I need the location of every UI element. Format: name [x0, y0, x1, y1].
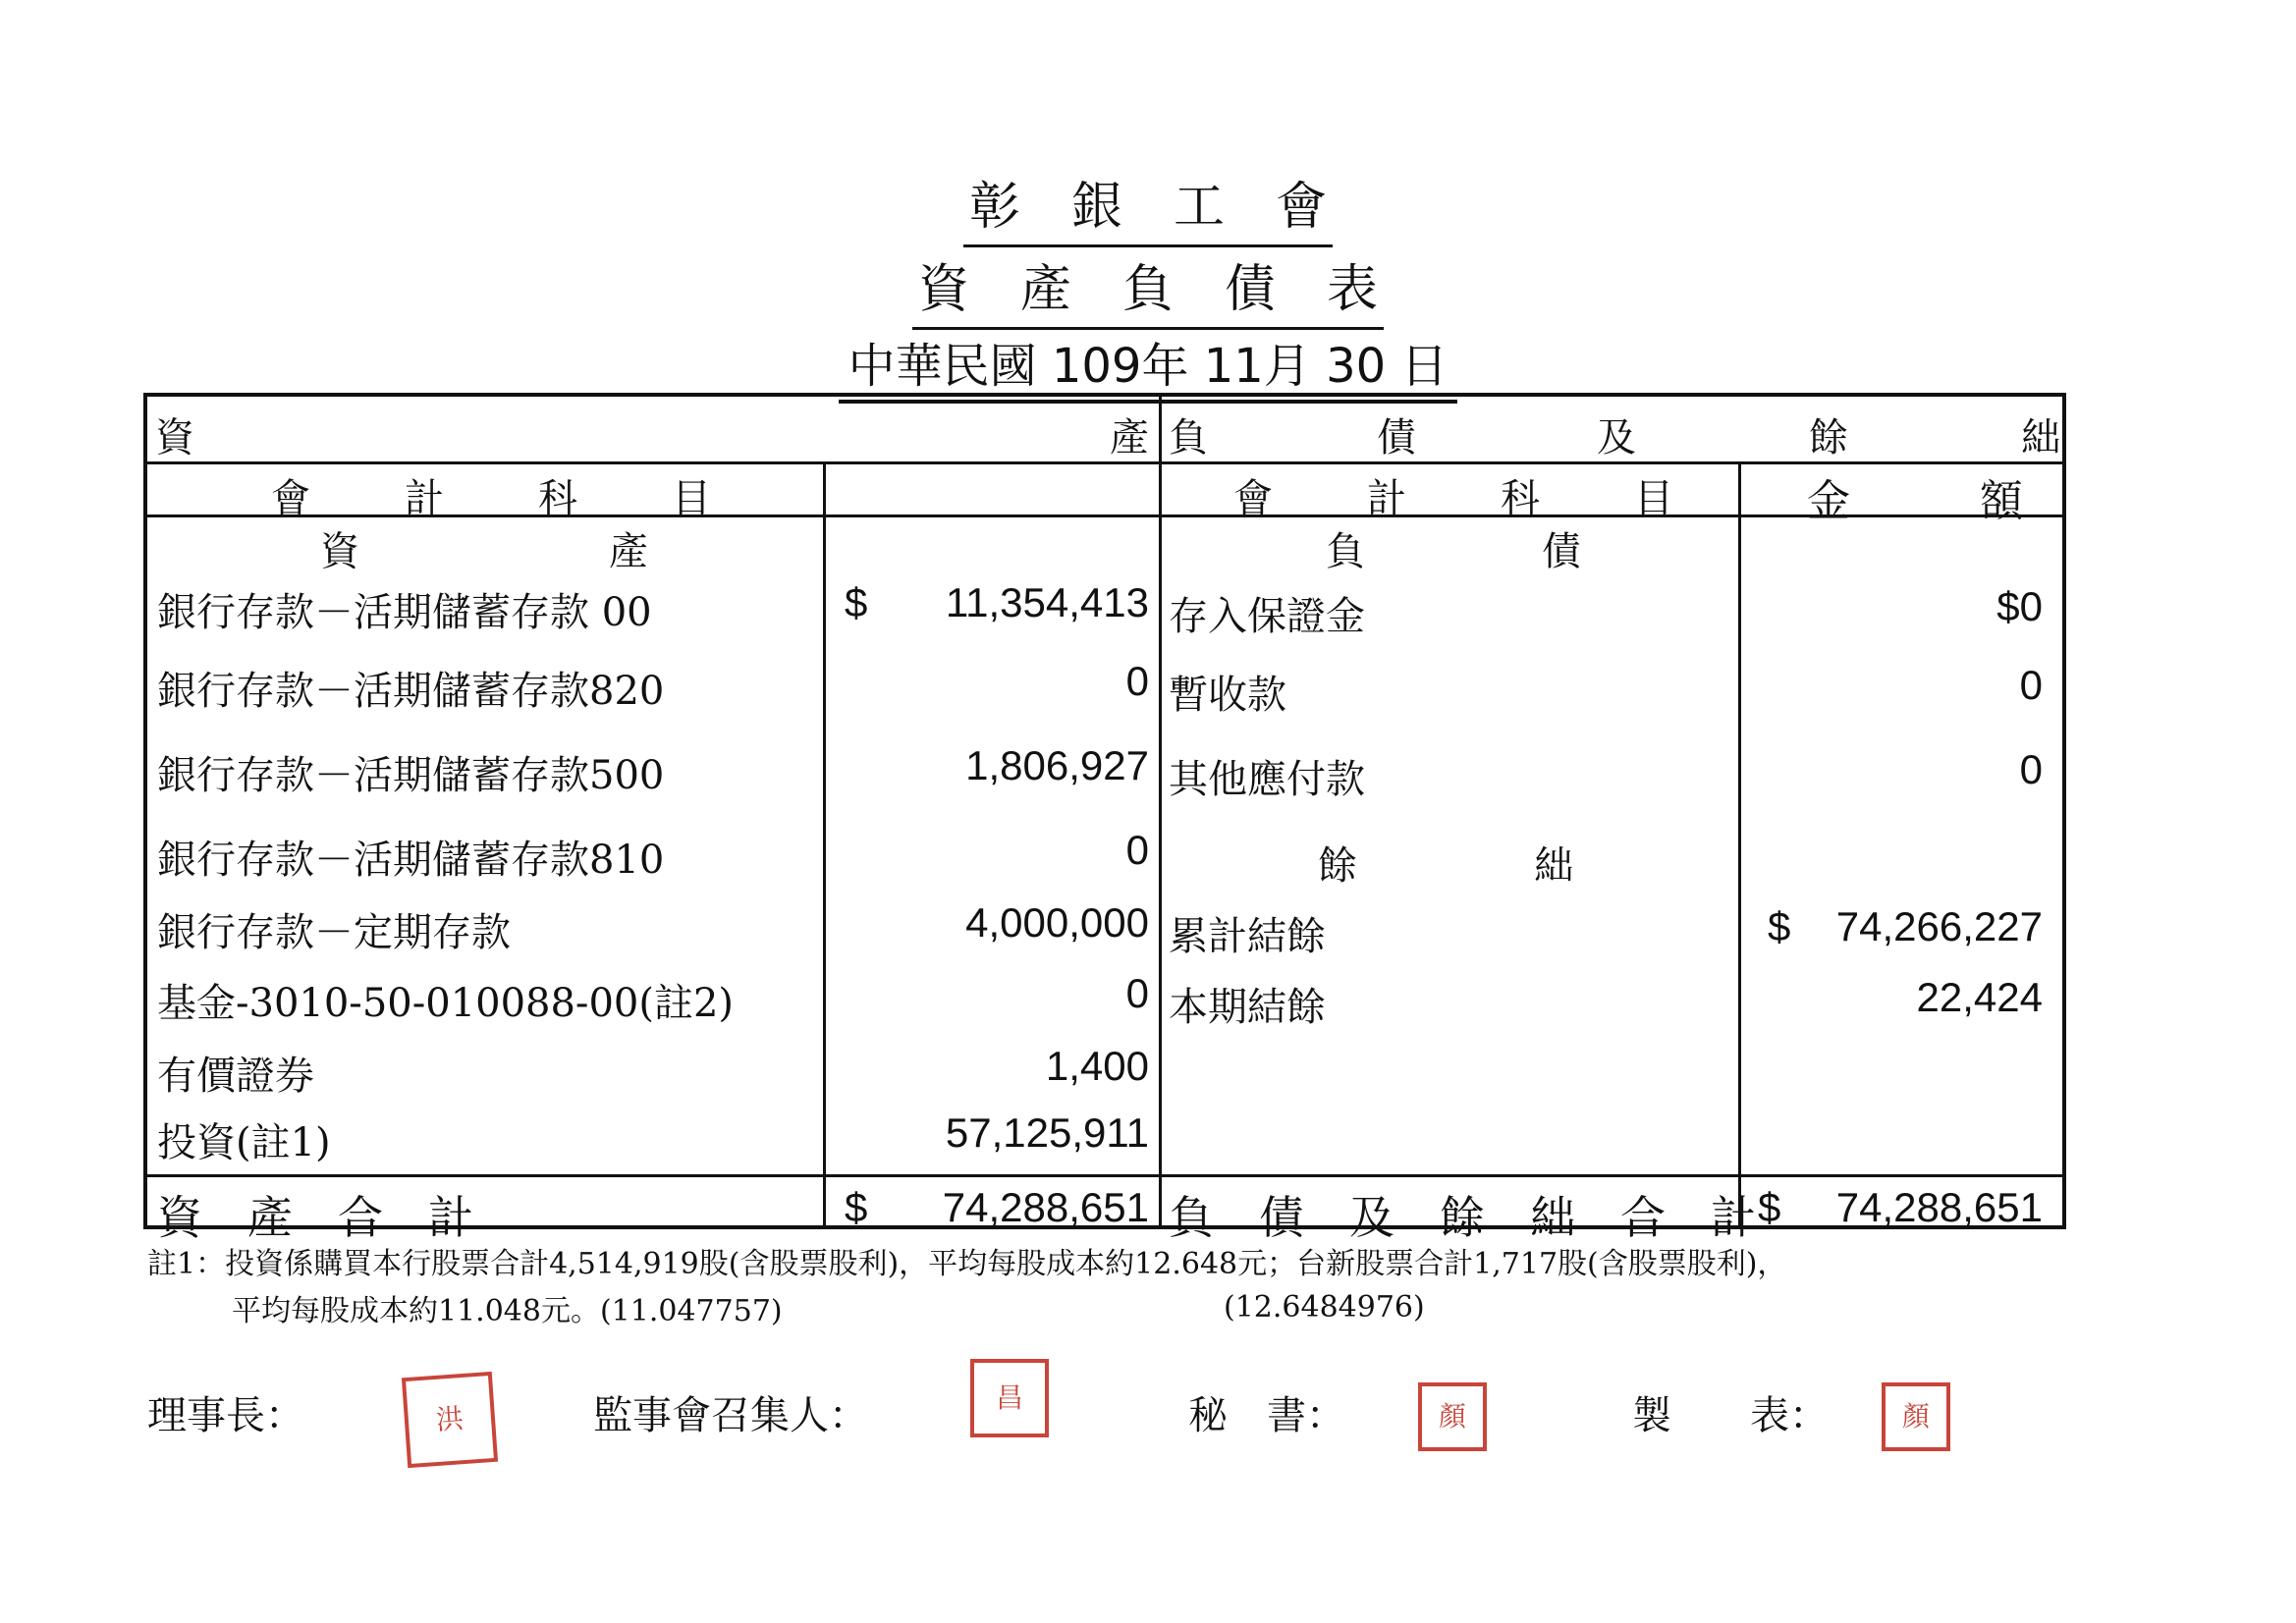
right-subject-header-1: 會 — [1233, 476, 1273, 521]
left-subject-header-2: 計 — [405, 476, 444, 521]
surplus-row-currency: $ — [1768, 903, 1791, 949]
assets-section-header-tail: 產 — [1110, 415, 1149, 460]
chairman-seal: 洪 — [402, 1372, 498, 1468]
asset-row-label: 銀行存款－活期儲蓄存款 00 — [157, 590, 652, 635]
liabilities-total-currency: $ — [1758, 1184, 1781, 1230]
left-subject-header-3: 科 — [538, 476, 577, 521]
liabilities-total-amount: 74,288,651 — [1835, 1184, 2043, 1230]
balance-sheet-table — [143, 393, 2066, 1244]
asset-row-label: 投資(註1) — [157, 1120, 331, 1165]
asset-row-amount: 1,400 — [1045, 1043, 1149, 1089]
right-subject-header-3: 科 — [1501, 476, 1540, 521]
liability-row-amount: $0 — [1996, 583, 2043, 629]
asset-row-label: 銀行存款－活期儲蓄存款810 — [157, 838, 665, 883]
organization-title: 彰 銀 工 會 — [0, 165, 2296, 247]
liabilities-section-header-3: 及 — [1597, 415, 1636, 460]
liabilities-section-header-2: 債 — [1377, 415, 1416, 460]
liabilities-group-label-2: 債 — [1542, 529, 1581, 574]
asset-row-label: 銀行存款－活期儲蓄存款500 — [157, 753, 665, 798]
surplus-row-label: 累計結餘 — [1169, 914, 1326, 959]
liabilities-group-label-1: 負 — [1326, 529, 1365, 574]
liability-row-amount: 0 — [2019, 746, 2043, 792]
liability-row-label: 存入保證金 — [1169, 594, 1365, 639]
assets-total-currency: $ — [845, 1184, 868, 1230]
liabilities-total-label: 負 債 及 餘 絀 合 計 — [1169, 1191, 1756, 1244]
supervisor-label: 監事會召集人： — [593, 1393, 868, 1438]
asset-row-amount: 11,354,413 — [945, 579, 1149, 625]
secretary-seal: 顏 — [1418, 1382, 1487, 1451]
right-subject-header-2: 計 — [1367, 476, 1406, 521]
asset-row-label: 銀行存款－活期儲蓄存款820 — [157, 669, 665, 714]
liabilities-section-header-5: 絀 — [2021, 415, 2060, 460]
asset-row-amount: 4,000,000 — [965, 899, 1149, 946]
liability-row-label: 暫收款 — [1169, 673, 1286, 718]
asset-row-amount: 1,806,927 — [965, 742, 1149, 788]
asset-row-currency: $ — [845, 579, 868, 625]
surplus-group-label-2: 絀 — [1534, 843, 1573, 889]
assets-section-header: 資 — [155, 415, 194, 460]
asset-row-label: 銀行存款－定期存款 — [157, 910, 511, 955]
assets-total-label: 資 產 合 計 — [157, 1191, 473, 1244]
liability-row-amount: 0 — [2019, 662, 2043, 708]
asset-row-label: 基金-3010-50-010088-00(註2) — [157, 981, 735, 1026]
left-subject-header-4: 目 — [672, 476, 711, 521]
preparer-label: 製 表： — [1632, 1393, 1829, 1438]
asset-row-amount: 0 — [1125, 970, 1149, 1016]
liabilities-section-header-4: 餘 — [1809, 415, 1848, 460]
document-title: 資 產 負 債 表 — [0, 247, 2296, 330]
note-line-1: 註1：投資係購買本行股票合計4,514,919股(含股票股利)，平均每股成本約12.648元；台新股票合計1,717股(含股票股利)， — [147, 1247, 1787, 1281]
amount-header-2: 額 — [1980, 476, 2023, 526]
left-subject-header-1: 會 — [271, 476, 310, 521]
amount-header-1: 金 — [1807, 476, 1850, 526]
preparer-seal: 顏 — [1882, 1382, 1950, 1451]
assets-total-amount: 74,288,651 — [942, 1184, 1149, 1230]
asset-row-label: 有價證券 — [157, 1054, 314, 1099]
assets-group-label-2: 產 — [609, 529, 648, 574]
asset-row-amount: 0 — [1125, 827, 1149, 873]
liabilities-section-header-1: 負 — [1169, 415, 1208, 460]
surplus-row-label: 本期結餘 — [1169, 985, 1326, 1030]
note-line-3: (12.6484976) — [1224, 1290, 1425, 1325]
asset-row-amount: 57,125,911 — [945, 1109, 1149, 1156]
assets-group-label-1: 資 — [320, 529, 359, 574]
asset-row-amount: 0 — [1125, 658, 1149, 704]
report-date: 中華民國 109年 11月 30 日 — [0, 328, 2296, 404]
chairman-label: 理事長： — [147, 1393, 304, 1438]
liability-row-label: 其他應付款 — [1169, 757, 1365, 802]
note-line-2: 平均每股成本約11.048元。(11.047757) — [232, 1294, 783, 1328]
surplus-row-amount: 22,424 — [1916, 974, 2043, 1020]
right-subject-header-4: 目 — [1634, 476, 1673, 521]
surplus-group-label-1: 餘 — [1318, 843, 1357, 889]
secretary-label: 秘 書： — [1188, 1393, 1345, 1438]
surplus-row-amount: 74,266,227 — [1835, 903, 2043, 949]
supervisor-seal: 昌 — [970, 1359, 1049, 1437]
